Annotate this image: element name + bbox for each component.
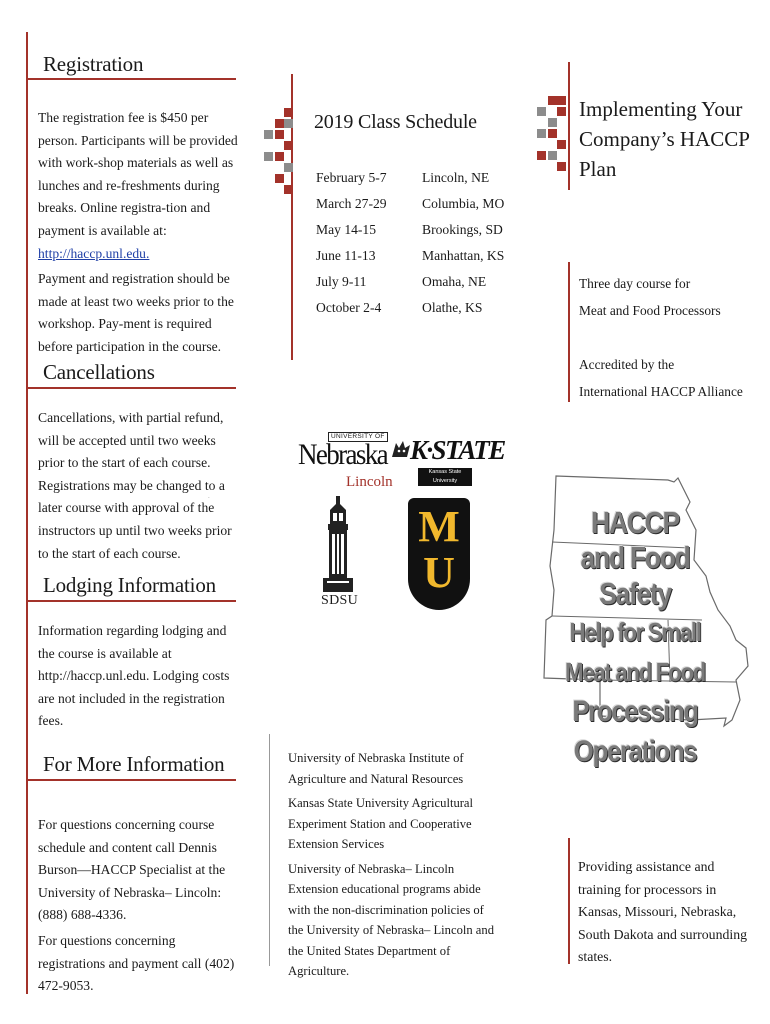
cover-mosaic [537, 96, 569, 176]
schedule-mosaic [264, 108, 296, 196]
lodging-underline [26, 600, 236, 602]
cover-title-line1: Implementing Your [579, 97, 743, 121]
unl-logo [298, 432, 393, 494]
lodging-heading: Lodging Information [43, 573, 216, 597]
mu-logo-u: U [423, 548, 455, 597]
schedule-location: Manhattan, KS [422, 248, 505, 263]
sdsu-logo-text: SDSU [321, 593, 358, 608]
cover-course-text [579, 270, 721, 324]
schedule-date: July 9-11 [316, 274, 367, 289]
registration-link[interactable]: http://haccp.unl.edu. [38, 245, 150, 261]
campanile-icon [320, 496, 356, 592]
kstate-logo-text: K·STATE [410, 435, 505, 465]
cancellations-underline [26, 387, 236, 389]
more-info-heading: For More Information [43, 752, 225, 776]
institutions-p2: Kansas State University Agricultural Experiment Station and Cooperative Extension Services [288, 796, 474, 851]
mu-logo-text [408, 504, 470, 596]
more-info-para1: For questions concerning course schedule and content call Dennis Burson—HACCP Specialist at the University of Nebraska– Lincoln: (888) 688-4336. [38, 817, 226, 923]
schedule-location: Omaha, NE [422, 274, 487, 289]
left-column-rule [26, 32, 28, 994]
map-title-line4: Processing Operations [572, 695, 698, 768]
cover-accred-line1: Accredited by the [579, 357, 675, 372]
map-title-line2: and Food Safety [580, 540, 690, 611]
cover-title-line2: Company’s HACCP [579, 127, 750, 151]
institutions-rule [269, 734, 270, 966]
cover-title-line3: Plan [579, 157, 617, 181]
institutions-p3: University of Nebraska– Lincoln Extension educational programs abide with the non-discrimination policies of the University of Nebraska– Lincoln and the United States Department of Agriculture. [288, 861, 494, 978]
schedule-date: May 14-15 [316, 222, 377, 237]
registration-para2: Payment and registration should be made at least two weeks prior to the workshop. Pay-ment is required before participation in the course. [38, 271, 234, 354]
registration-para1: The registration fee is $450 per person. Participants will be provided with work-shop materials as well as lunches and re-freshments during breaks. Online registra-tion and payment is available at: [38, 110, 238, 238]
institutions-p1: University of Nebraska Institute of Agriculture and Natural Resources [288, 751, 464, 786]
kstate-logo-subtitle: Kansas State University [418, 468, 472, 486]
map-title-line1: HACCP [591, 505, 679, 540]
more-info-underline [26, 779, 236, 781]
wildcat-icon [390, 439, 412, 461]
sdsu-logo [318, 496, 358, 611]
cover-accred-text [579, 351, 743, 405]
schedule-location: Columbia, MO [422, 196, 505, 211]
more-info-para2: For questions concerning registrations and payment call (402) 472-9053. [38, 932, 235, 994]
schedule-date: February 5-7 [316, 170, 387, 185]
map-title-line3: Help for Small Meat and Food [565, 617, 705, 687]
schedule-date: March 27-29 [316, 196, 387, 211]
kstate-logo [390, 435, 505, 484]
schedule-location: Brookings, SD [422, 222, 503, 237]
cover-accred-line2: International HACCP Alliance [579, 384, 743, 399]
more-info-text [38, 814, 244, 1001]
schedule-date: June 11-13 [316, 248, 376, 263]
unl-logo-nebraska: Nebraska [298, 438, 388, 471]
schedule-location: Lincoln, NE [422, 170, 490, 185]
cover-bottom-rule [568, 838, 570, 964]
unl-logo-lincoln: Lincoln [346, 474, 393, 490]
cancellations-para: Cancellations, with partial refund, will be accepted until two weeks prior to the start of each course. Registrations may be changed to a later course with approval of the instructors up until two weeks prior to the start of each course. [38, 410, 232, 561]
schedule-location: Olathe, KS [422, 300, 483, 315]
cover-course-line2: Meat and Food Processors [579, 303, 721, 318]
cancellations-heading: Cancellations [43, 360, 155, 384]
lodging-para: Information regarding lodging and the course is available at http://haccp.unl.edu. Lodging costs are not included in the registration fees. [38, 623, 230, 729]
registration-heading: Registration [43, 52, 144, 76]
unl-logo-small: UNIVERSITY OF [328, 432, 388, 442]
schedule-table [316, 170, 536, 330]
registration-text [38, 107, 244, 362]
map-title [530, 506, 740, 772]
registration-underline [26, 78, 236, 80]
mu-logo-m: M [418, 502, 460, 551]
cover-info-rule [568, 262, 570, 402]
schedule-title: 2019 Class Schedule [314, 111, 477, 133]
cover-course-line1: Three day course for [579, 276, 691, 291]
mu-logo-letters: MU [208, 498, 210, 499]
cover-bottom-text: Providing assistance and training for processors in Kansas, Missouri, Nebraska, South Dakota and surrounding states. [578, 859, 747, 964]
schedule-date: October 2-4 [316, 300, 382, 315]
cover-title [579, 94, 750, 184]
institutions-text [288, 748, 498, 985]
